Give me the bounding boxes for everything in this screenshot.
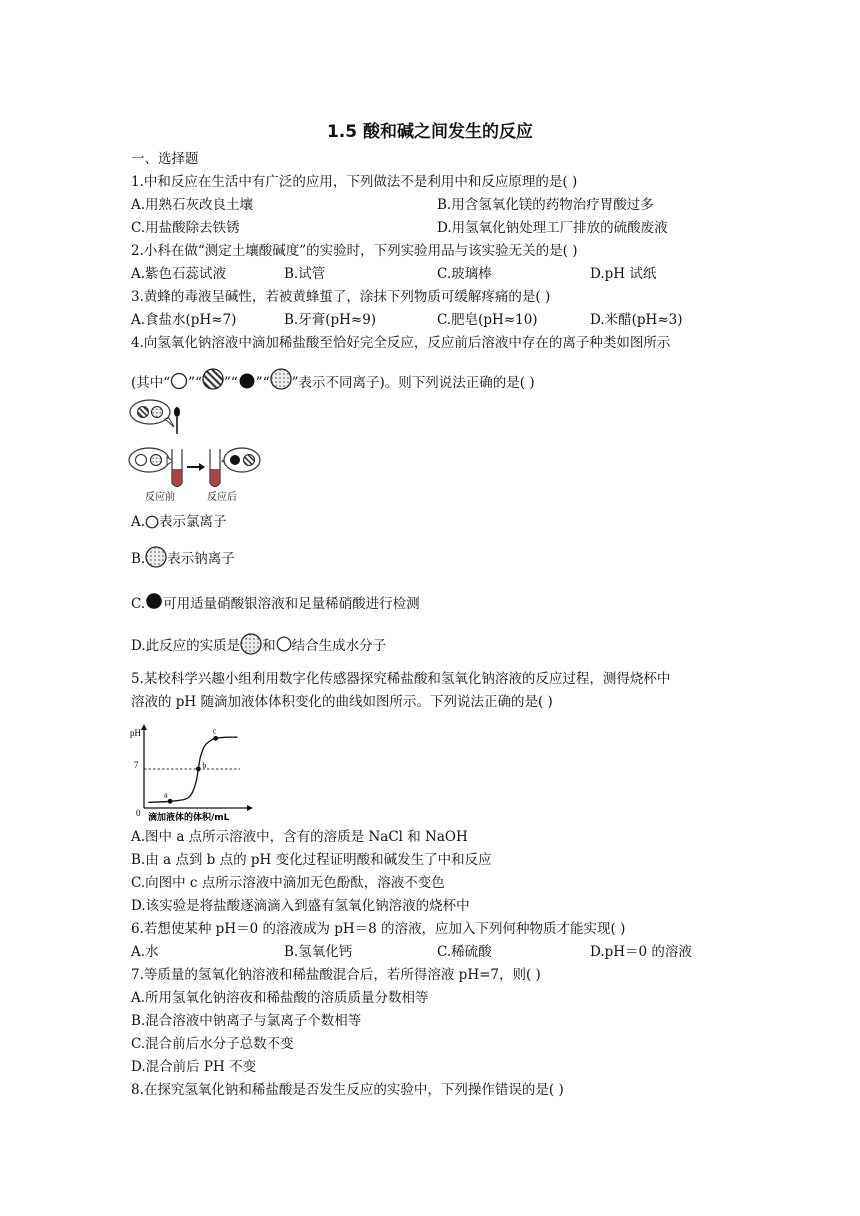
arrow-icon xyxy=(187,463,205,471)
q2-option-c: C.玻璃棒 xyxy=(437,266,492,282)
q1-option-d: D.用氢氧化钠处理工厂排放的硫酸废液 xyxy=(437,220,668,236)
q5-stem-line1: 5.某校科学兴趣小组利用数字化传感器探究稀盐酸和氢氧化钠溶液的反应过程，测得烧杯中 xyxy=(131,671,671,687)
q4-legend-line: (其中“ ”“ ”“ ”“ ”表示不同离子)。则下列说法正确的是( ) xyxy=(131,368,535,394)
test-tube-after xyxy=(210,449,220,487)
ph7-tick-label: 7 xyxy=(134,760,139,770)
page-title: 1.5 酸和碱之间发生的反应 xyxy=(326,122,534,142)
y-axis-label: pH xyxy=(130,728,141,738)
q7-option-a: A.所用氢氧化钠溶夜和稀盐酸的溶质质量分数相等 xyxy=(131,990,429,1006)
black-ion-icon xyxy=(238,372,256,390)
point-c xyxy=(213,736,218,741)
q4-option-b: B. 表示钠离子 xyxy=(131,546,235,571)
ph-curve-chart xyxy=(126,722,256,822)
dropper-icon xyxy=(174,407,180,434)
x-axis-label: 滴加液体的体积/mL xyxy=(148,813,230,823)
q5-option-a: A.图中 a 点所示溶液中，含有的溶质是 NaCl 和 NaOH xyxy=(131,829,468,845)
ion-reaction-figure xyxy=(127,397,262,507)
q6-option-a: A.水 xyxy=(131,944,159,960)
q5-option-c: C.向图中 c 点所示溶液中滴加无色酚酞，溶液不变色 xyxy=(131,875,445,891)
after-label: 反应后 xyxy=(207,492,237,503)
q1-option-a: A.用熟石灰改良土壤 xyxy=(131,197,254,213)
black-ion-icon xyxy=(145,592,163,610)
q1-option-b: B.用含氢氧化镁的药物治疗胃酸过多 xyxy=(437,197,654,213)
q7-option-b: B.混合溶液中钠离子与氯离子个数相等 xyxy=(131,1013,362,1029)
q3-option-b: B.牙膏(pH≈9) xyxy=(284,312,377,328)
q3-stem: 3.黄蜂的毒液呈碱性，若被黄蜂蜇了，涂抹下列物质可缓解疼痛的是( ) xyxy=(131,289,551,305)
hatched-ion-icon xyxy=(202,368,224,390)
q5-option-b: B.由 a 点到 b 点的 pH 变化过程证明酸和碱发生了中和反应 xyxy=(131,852,492,868)
q2-option-d: D.pH 试纸 xyxy=(590,266,657,282)
q1-option-c: C.用盐酸除去铁锈 xyxy=(131,220,240,236)
q4-option-d: D.此反应的实质是 和 结合生成水分子 xyxy=(131,633,386,658)
q6-option-b: B.氢氧化钙 xyxy=(284,944,353,960)
q2-option-a: A.紫色石蕊试液 xyxy=(131,266,227,282)
q4-option-c: C. 可用适量硝酸银溶液和足量稀硝酸进行检测 xyxy=(131,592,420,615)
point-label-c: c xyxy=(212,726,217,736)
q7-option-d: D.混合前后 PH 不变 xyxy=(131,1059,257,1075)
q2-option-b: B.试管 xyxy=(284,266,326,282)
test-tube-before xyxy=(172,449,182,487)
origin-label: 0 xyxy=(136,808,141,818)
x-axis-arrow xyxy=(247,805,253,811)
q5-option-d: D.该实验是将盐酸逐滴滴入到盛有氢氧化钠溶液的烧杯中 xyxy=(131,898,470,914)
white-ion-icon xyxy=(170,372,188,390)
q4-stem: 4.向氢氧化钠溶液中滴加稀盐酸至恰好完全反应，反应前后溶液中存在的离子种类如图所示 xyxy=(131,335,671,351)
q4-option-a: A. 表示氯离子 xyxy=(131,514,227,530)
y-axis-arrow xyxy=(141,724,147,730)
q3-option-a: A.食盐水(pH≈7) xyxy=(131,312,237,328)
q8-stem: 8.在探究氢氧化钠和稀盐酸是否发生反应的实验中，下列操作错误的是( ) xyxy=(131,1082,564,1098)
q5-stem-line2: 溶液的 pH 随滴加液体体积变化的曲线如图所示。下列说法正确的是( ) xyxy=(131,694,553,710)
after-bubble xyxy=(222,448,260,472)
q2-stem: 2.小科在做“测定土壤酸碱度”的实验时，下列实验用品与该实验无关的是( ) xyxy=(131,243,578,259)
q1-stem: 1.中和反应在生活中有广泛的应用，下列做法不是利用中和反应原理的是( ) xyxy=(131,174,578,190)
point-label-b: b xyxy=(202,761,207,770)
before-label: 反应前 xyxy=(145,492,175,503)
q6-option-c: C.稀硫酸 xyxy=(437,944,492,960)
dotted-ion-icon xyxy=(270,368,292,390)
q3-option-c: C.肥皂(pH≈10) xyxy=(437,312,538,328)
q6-option-d: D.pH＝0 的溶液 xyxy=(590,944,692,960)
dropper-bubble xyxy=(130,400,174,427)
point-label-a: a xyxy=(164,790,168,800)
dotted-ion-icon xyxy=(145,546,167,568)
section-heading: 一、选择题 xyxy=(131,151,199,167)
dotted-ion-icon xyxy=(240,633,262,655)
q3-option-d: D.米醋(pH≈3) xyxy=(590,312,683,328)
q6-stem: 6.若想使某种 pH＝0 的溶液成为 pH＝8 的溶液，应加入下列何种物质才能实现( ) xyxy=(131,921,626,937)
white-ion-icon xyxy=(145,515,159,529)
q7-stem: 7.等质量的氢氧化钠溶液和稀盐酸混合后，若所得溶液 pH=7，则( ) xyxy=(131,967,541,983)
before-bubble xyxy=(129,448,173,472)
ph-curve xyxy=(148,737,237,802)
white-ion-icon xyxy=(276,636,292,652)
point-a xyxy=(168,799,173,804)
point-b xyxy=(196,767,201,772)
q7-option-c: C.混合前后水分子总数不变 xyxy=(131,1036,294,1052)
